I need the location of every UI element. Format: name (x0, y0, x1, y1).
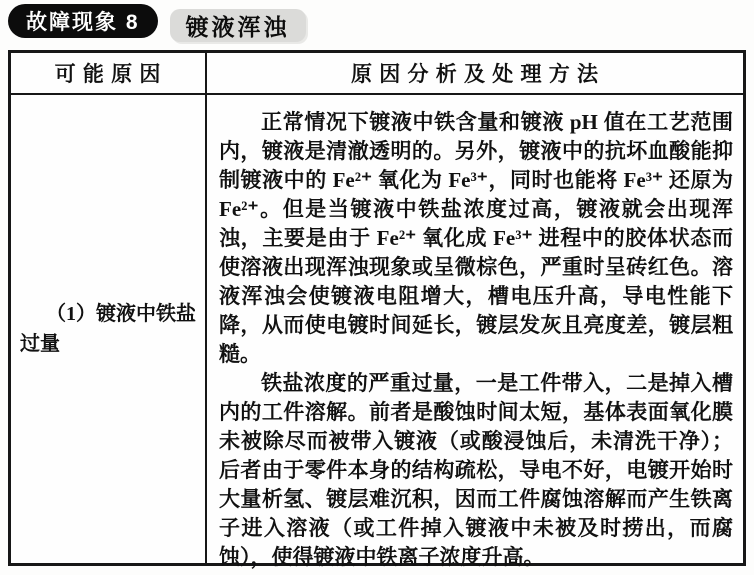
section-header (8, 4, 306, 42)
troubleshooting-table (8, 50, 746, 569)
analysis-paragraph-1: 正常情况下镀液中铁含量和镀液 pH 值在工艺范围内，镀液是清澈透明的。另外，镀液中的抗坏血酸能抑制镀液中的 Fe²⁺ 氧化为 Fe³⁺，同时也能将 Fe³⁺ 还原为 Fe²⁺。但是当镀液中铁盐浓度过高，镀液就会出现浑浊，主要是由于 Fe²⁺ 氧化成 Fe³⁺ 进程中的胶体状态而使溶液出现浑浊现象或呈微棕色，严重时呈砖红色。溶液浑浊会使镀液电阻增大，槽电压升高，导电性能下降，从而使电镀时间延长，镀层发灰且亮度差，镀层粗糙。 (219, 110, 733, 366)
cause-text: （1）镀液中铁盐过量 (20, 303, 196, 355)
table-row (11, 95, 743, 569)
column-header-possible-cause: 可 能 原 因 (11, 53, 207, 93)
analysis-cell (207, 95, 743, 569)
fault-title-label: 镀液浑浊 (185, 14, 290, 40)
column-header-analysis-method: 原 因 分 析 及 处 理 方 法 (351, 62, 599, 86)
table-header-row (11, 53, 743, 95)
fault-title-tag (170, 9, 306, 42)
cause-cell (11, 95, 207, 563)
fault-number-badge (8, 4, 158, 38)
analysis-paragraph-2: 铁盐浓度的严重过量，一是工件带入，二是掉入槽内的工件溶解。前者是酸蚀时间太短，基体表面氧化膜未被除尽而被带入镀液（或酸浸蚀后，未清洗干净）；后者由于零件本身的结构疏松，导电不好，电镀开始时大量析氢、镀层难沉积，因而工件腐蚀溶解而产生铁离子进入溶液（或工件掉入镀液中未被及时捞出，而腐蚀），使得镀液中铁离子浓度升高。 (219, 371, 733, 569)
fault-number-badge-label: 故障现象 8 (26, 11, 140, 34)
